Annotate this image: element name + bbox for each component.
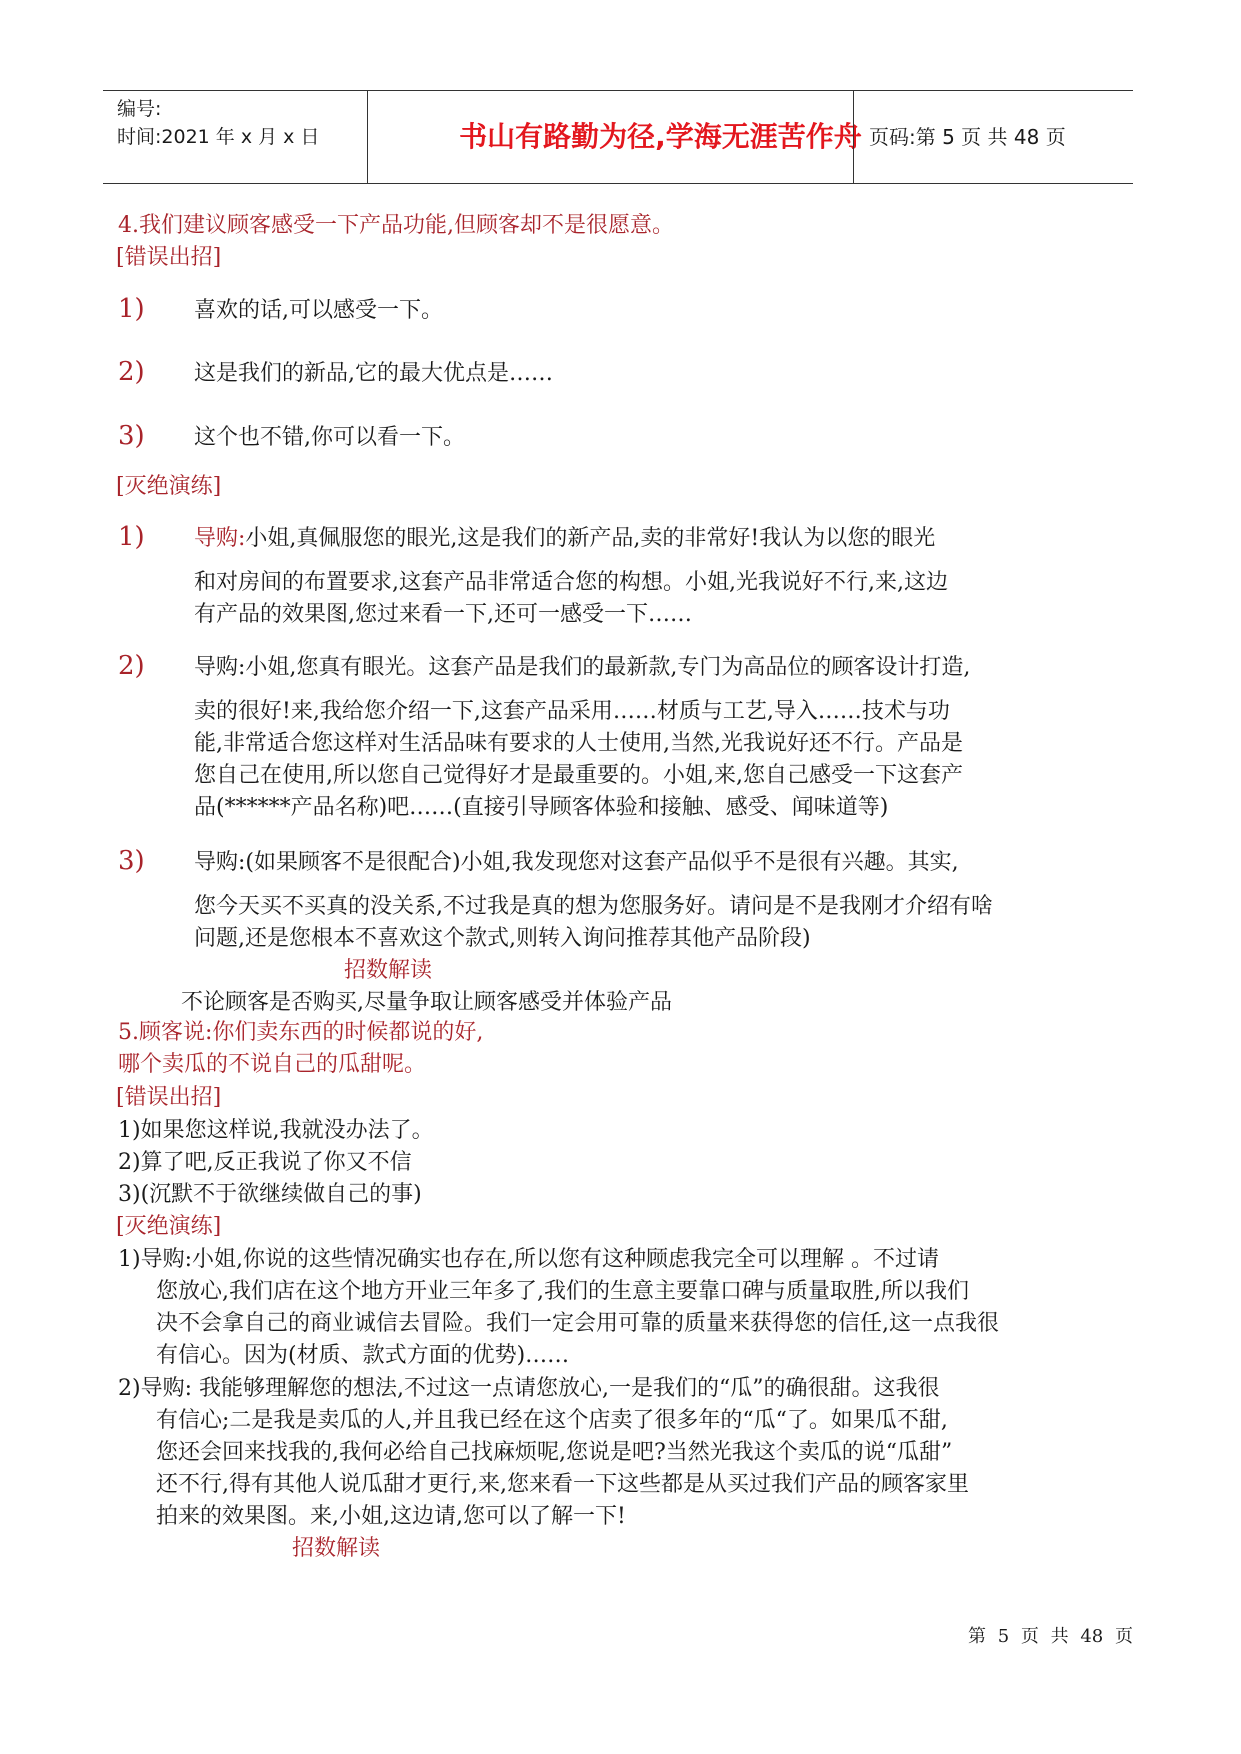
list-item: 1)如果您这样说,我就没办法了。 <box>118 1118 434 1143</box>
paragraph-line: 问题,还是您根本不喜欢这个款式,则转入询问推荐其他产品阶段) <box>194 926 811 951</box>
paragraph-line: 您今天买不买真的没关系,不过我是真的想为您服务好。请问是不是我刚才介绍有啥 <box>194 894 993 919</box>
paragraph-line: 有信心。因为(材质、款式方面的优势)…… <box>156 1343 570 1368</box>
time-label: 时间:2021 年 x 月 x 日 <box>117 126 320 148</box>
section-4-wrong-heading: [错误出招] <box>116 245 222 270</box>
section-5-wrong-heading: [错误出招] <box>116 1085 222 1110</box>
paragraph-line: 拍来的效果图。来,小姐,这边请,您可以了解一下! <box>156 1504 626 1529</box>
analysis-text: 不论顾客是否购买,尽量争取让顾客感受并体验产品 <box>181 990 672 1015</box>
paragraph-line: 您自己在使用,所以您自己觉得好才是最重要的。小姐,来,您自己感受一下这套产 <box>194 763 963 788</box>
paragraph-line: 品(******产品名称)吧……(直接引导顾客体验和接触、感受、闻味道等) <box>194 795 889 820</box>
list-item: 3)(沉默不于欲继续做自己的事) <box>118 1182 422 1207</box>
paragraph-line: 导购:小姐,真佩服您的眼光,这是我们的新产品,卖的非常好!我认为以您的眼光 <box>194 526 936 551</box>
paragraph-line: 有产品的效果图,您过来看一下,还可一感受一下…… <box>194 602 692 627</box>
paragraph-line: 卖的很好!来,我给您介绍一下,这套产品采用……材质与工艺,导入……技术与功 <box>194 699 950 724</box>
section-5-drill-heading: [灭绝演练] <box>116 1214 222 1239</box>
paragraph-line: 1)导购:小姐,你说的这些情况确实也存在,所以您有这种顾虑我完全可以理解 。不过请 <box>118 1247 939 1272</box>
paragraph-line: 2)导购: 我能够理解您的想法,不过这一点请您放心,一是我们的“瓜”的确很甜。这我很 <box>118 1376 940 1401</box>
paragraph-line: 导购:(如果顾客不是很配合)小姐,我发现您对这套产品似乎不是很有兴趣。其实, <box>194 850 959 875</box>
list-item: 喜欢的话,可以感受一下。 <box>194 298 443 323</box>
list-number: 3) <box>118 846 145 876</box>
page-header <box>103 90 1133 184</box>
paragraph-line: 您还会回来找我的,我何必给自己找麻烦呢,您说是吧?当然光我这个卖瓜的说“瓜甜” <box>156 1440 953 1465</box>
list-number: 1) <box>118 522 145 552</box>
paragraph-line: 和对房间的布置要求,这套产品非常适合您的构想。小姐,光我说好不行,来,这边 <box>194 570 948 595</box>
list-item: 这是我们的新品,它的最大优点是…… <box>194 361 553 386</box>
header-divider <box>853 91 854 183</box>
section-5-analysis-heading: 招数解读 <box>292 1536 381 1561</box>
header-motto: 书山有路勤为径,学海无涯苦作舟 <box>459 120 862 153</box>
list-number: 2) <box>118 651 145 681</box>
header-page-label: 页码:第 5 页 共 48 页 <box>869 125 1066 149</box>
paragraph-line: 还不行,得有其他人说瓜甜才更行,来,您来看一下这些都是从买过我们产品的顾客家里 <box>156 1472 969 1497</box>
paragraph-line: 能,非常适合您这样对生活品味有要求的人士使用,当然,光我说好还不行。产品是 <box>194 731 963 756</box>
section-5-title: 5.顾客说:你们卖东西的时候都说的好, <box>118 1020 484 1045</box>
paragraph-line: 您放心,我们店在这个地方开业三年多了,我们的生意主要靠口碑与质量取胜,所以我们 <box>156 1279 969 1304</box>
section-4-title: 4.我们建议顾客感受一下产品功能,但顾客却不是很愿意。 <box>118 213 674 238</box>
paragraph-line: 决不会拿自己的商业诚信去冒险。我们一定会用可靠的质量来获得您的信任,这一点我很 <box>156 1311 999 1336</box>
section-4-drill-heading: [灭绝演练] <box>116 474 222 499</box>
list-item: 2)算了吧,反正我说了你又不信 <box>118 1150 412 1175</box>
list-number: 1) <box>118 294 145 324</box>
list-number: 2) <box>118 357 145 387</box>
header-info <box>117 95 319 151</box>
list-number: 3) <box>118 421 145 451</box>
list-item: 这个也不错,你可以看一下。 <box>194 425 465 450</box>
speaker-label: 导购: <box>194 526 246 551</box>
number-label: 编号: <box>117 98 162 120</box>
section-5-title: 哪个卖瓜的不说自己的瓜甜呢。 <box>118 1052 427 1077</box>
paragraph-line: 导购:小姐,您真有眼光。这套产品是我们的最新款,专门为高品位的顾客设计打造, <box>194 655 971 680</box>
paragraph-line: 有信心;二是我是卖瓜的人,并且我已经在这个店卖了很多年的“瓜“了。如果瓜不甜, <box>156 1408 948 1433</box>
section-4-analysis-heading: 招数解读 <box>344 958 433 983</box>
page-footer: 第 5 页 共 48 页 <box>968 1626 1133 1647</box>
